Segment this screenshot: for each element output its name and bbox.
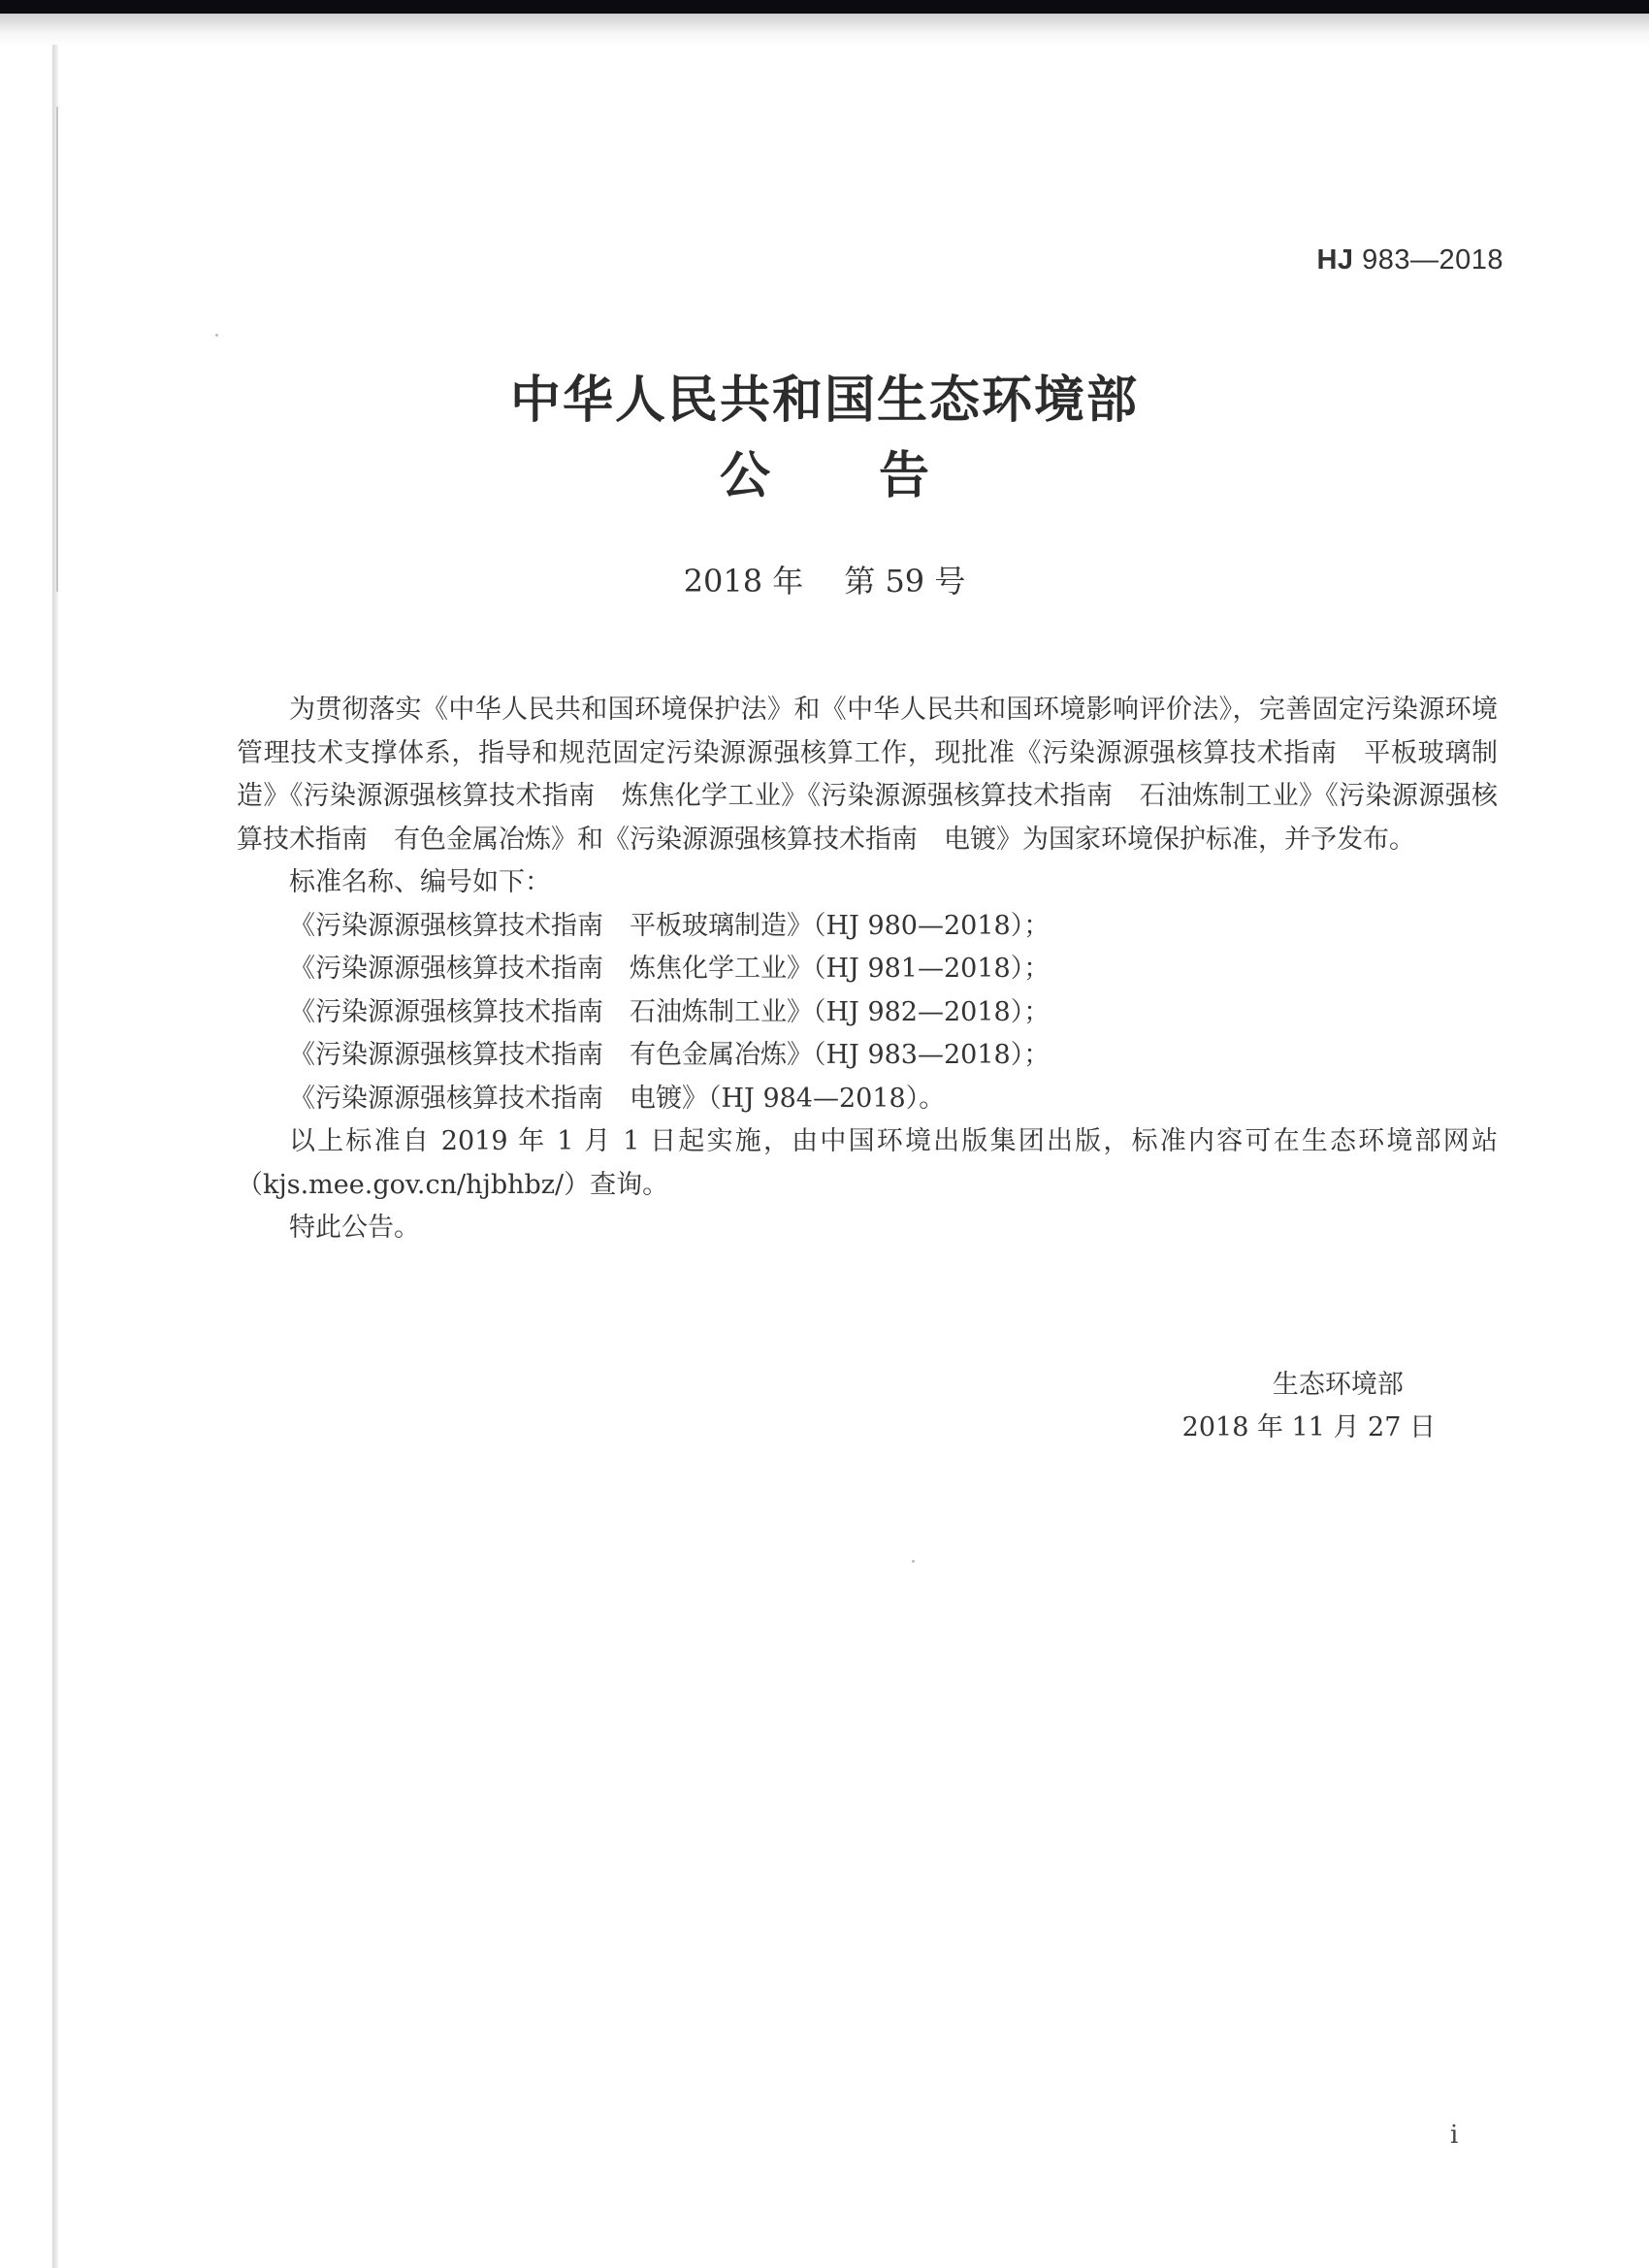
issue-line xyxy=(0,557,1649,601)
list-heading: 标准名称、编号如下： xyxy=(289,867,551,897)
page-number: i xyxy=(1450,2121,1459,2150)
signature-org: 生态环境部 xyxy=(1272,1370,1404,1400)
intro-paragraph: 为贯彻落实《中华人民共和国环境保护法》和《中华人民共和国环境影响评价法》，完善固定污染源环境管理技术支撑体系，指导和规范固定污染源源强核算工作，现批准《污染源源强核算技术指南 平板玻璃制造》《污染源源强核算技术指南 炼焦化学工业》《污染源源强核算技术指南 石油炼制工业》《污染源源强核算技术指南 有色金属冶炼》和《污染源源强核算技术指南 电镀》为国家环境保护标准，并予发布。 xyxy=(237,695,1498,855)
list-item: 《污染源源强核算技术指南 电镀》（HJ 984—2018）。 xyxy=(289,1083,946,1114)
effective-paragraph: 以上标准自 2019 年 1 月 1 日起实施，由中国环境出版集团出版，标准内容可在生态环境部网站（kjs.mee.gov.cn/hjbhbz/）查询。 xyxy=(237,1126,1498,1200)
page-title: 中华人民共和国生态环境部 xyxy=(509,372,1139,430)
standard-code xyxy=(1316,244,1504,276)
signature-date: 2018 年 11 月 27 日 xyxy=(1181,1412,1436,1442)
scan-top-shadow xyxy=(0,14,1649,47)
issue-number: 第 59 号 xyxy=(844,563,966,599)
scan-speck xyxy=(912,1560,915,1563)
standard-code-number: 983—2018 xyxy=(1362,244,1504,275)
standards-list xyxy=(237,905,1498,1121)
standard-code-prefix: HJ xyxy=(1316,244,1354,275)
issue-year: 2018 年 xyxy=(683,563,804,599)
scan-speck xyxy=(215,334,218,337)
signature-block xyxy=(1182,1364,1436,1449)
list-item: 《污染源源强核算技术指南 平板玻璃制造》（HJ 980—2018）； xyxy=(289,910,1051,941)
list-item: 《污染源源强核算技术指南 有色金属冶炼》（HJ 983—2018）； xyxy=(289,1040,1051,1070)
scan-fold-mark xyxy=(56,107,58,592)
list-item: 《污染源源强核算技术指南 石油炼制工业》（HJ 982—2018）； xyxy=(289,996,1051,1027)
scan-top-edge xyxy=(0,0,1649,14)
list-item: 《污染源源强核算技术指南 炼焦化学工业》（HJ 981—2018）； xyxy=(289,954,1051,984)
closing-line: 特此公告。 xyxy=(289,1213,420,1243)
announcement-body xyxy=(237,689,1498,1250)
page-subtitle: 公 告 xyxy=(719,447,958,505)
